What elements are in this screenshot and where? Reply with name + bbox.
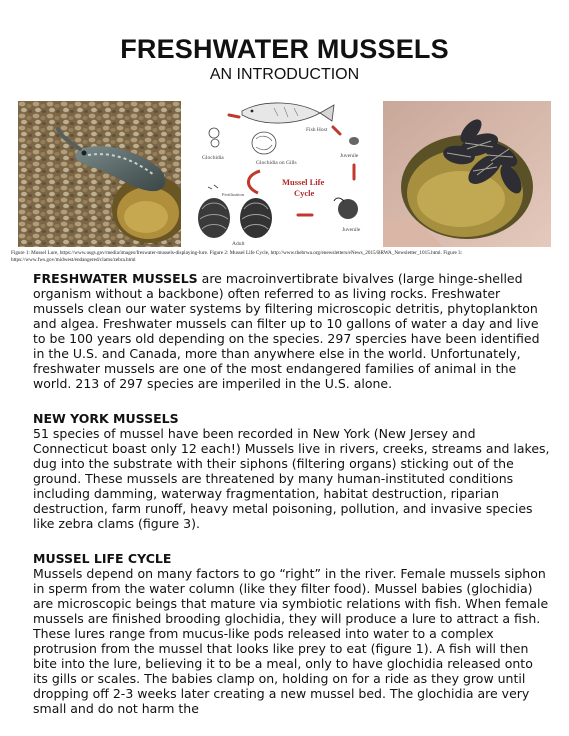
new-york-heading: NEW YORK MUSSELS — [33, 411, 179, 426]
life-cycle-heading: MUSSEL LIFE CYCLE — [33, 551, 172, 566]
zebra-mussels-photo — [383, 101, 551, 247]
diagram-label-fertilization: Fertilization — [222, 192, 244, 197]
diagram-title-line1: Mussel Life — [282, 177, 325, 187]
page-subtitle: AN INTRODUCTION — [209, 66, 360, 83]
diagram-label-glochidia-on-gills: Glochidia on Gills — [256, 160, 297, 166]
intro-lead: FRESHWATER MUSSELS — [33, 271, 198, 286]
diagram-label-adult: Adult — [232, 241, 245, 247]
diagram-title-line2: Cycle — [294, 188, 315, 198]
fish-drawing — [242, 103, 334, 123]
intro-body: are macroinvertibrate bivalves (large hinge-shelled organism without a backbone) often referred to as living rocks. Freshwater mussels clean our water systems by filtering microscopic detritis, phytoplankton and algea. Freshwater mussels can filter up to 10 gallons of water a day and live to be 100 years old depending on the species. 297 spercies have been identified in the U.S. and Canada, more than anywhere else in the world. Unfortunately, freshwater mussels are one of the most endangered families of animal in the world. 213 of 297 species are imperiled in the U.S. alone. — [33, 271, 540, 391]
new-york-paragraph: 51 species of mussel have been recorded in New York (New Jersey and Connecticut boast only 12 each!) Mussels live in rivers, creeks, streams and lakes, dug into the substrate with their siphons (filtering organs) sticking out of the ground. These mussels are threatened by many human-instituted conditions including damming, waterway fragmentation, habitat destruction, riparian destruction, farm runoff, heavy metal poisoning, pollution, and invasive species like zebra clams (figure 3). — [33, 426, 550, 531]
diagram-label-juvenile-bottom: Juvenile — [342, 227, 361, 233]
intro-paragraph — [33, 271, 551, 391]
figure-caption: Figure 1: Mussel Lure, https://www.usgs.gov/media/images/freswater-mussels-displaying-lure. Figure 2: Mussel Life Cycle, http://www.thebrwa.org/enewsletters/eNews_2015/BRWA_Newsletter_1015.html. Figure 3: https://www.fws.gov/midwest/endangered/clams/zebra.html — [11, 250, 463, 263]
article-body — [33, 271, 551, 736]
mussel-lure-photo — [18, 101, 181, 247]
diagram-label-juvenile-top: Juvenile — [340, 153, 359, 159]
diagram-label-fish-host: Fish Host — [306, 127, 328, 133]
page-title: FRESHWATER MUSSELS — [120, 34, 449, 64]
life-cycle-paragraph: Mussels depend on many factors to go “right” in the river. Female mussels siphon in sperm from the water column (like they filter food). Mussel babies (glochidia) are microscopic beings that mature via symbiotic relations with fish. When female mussels are finished brooding glochidia, they will produce a lure to attract a fish. These lures range from mucus-like pods released into water to a complex protrusion from the mussel that looks like prey to eat (figure 1). A fish will then bite into the lure, believing it to be a meal, only to have glochidia released onto its gills or scales. The babies clamp on, holding on for a ride as they grow until dropping off 2-3 weeks later creating a new mussel bed. The glochidia are very small and do not harm the — [33, 566, 549, 716]
life-cycle-diagram — [194, 101, 374, 247]
diagram-label-glochidia: Glochidia — [202, 155, 224, 161]
